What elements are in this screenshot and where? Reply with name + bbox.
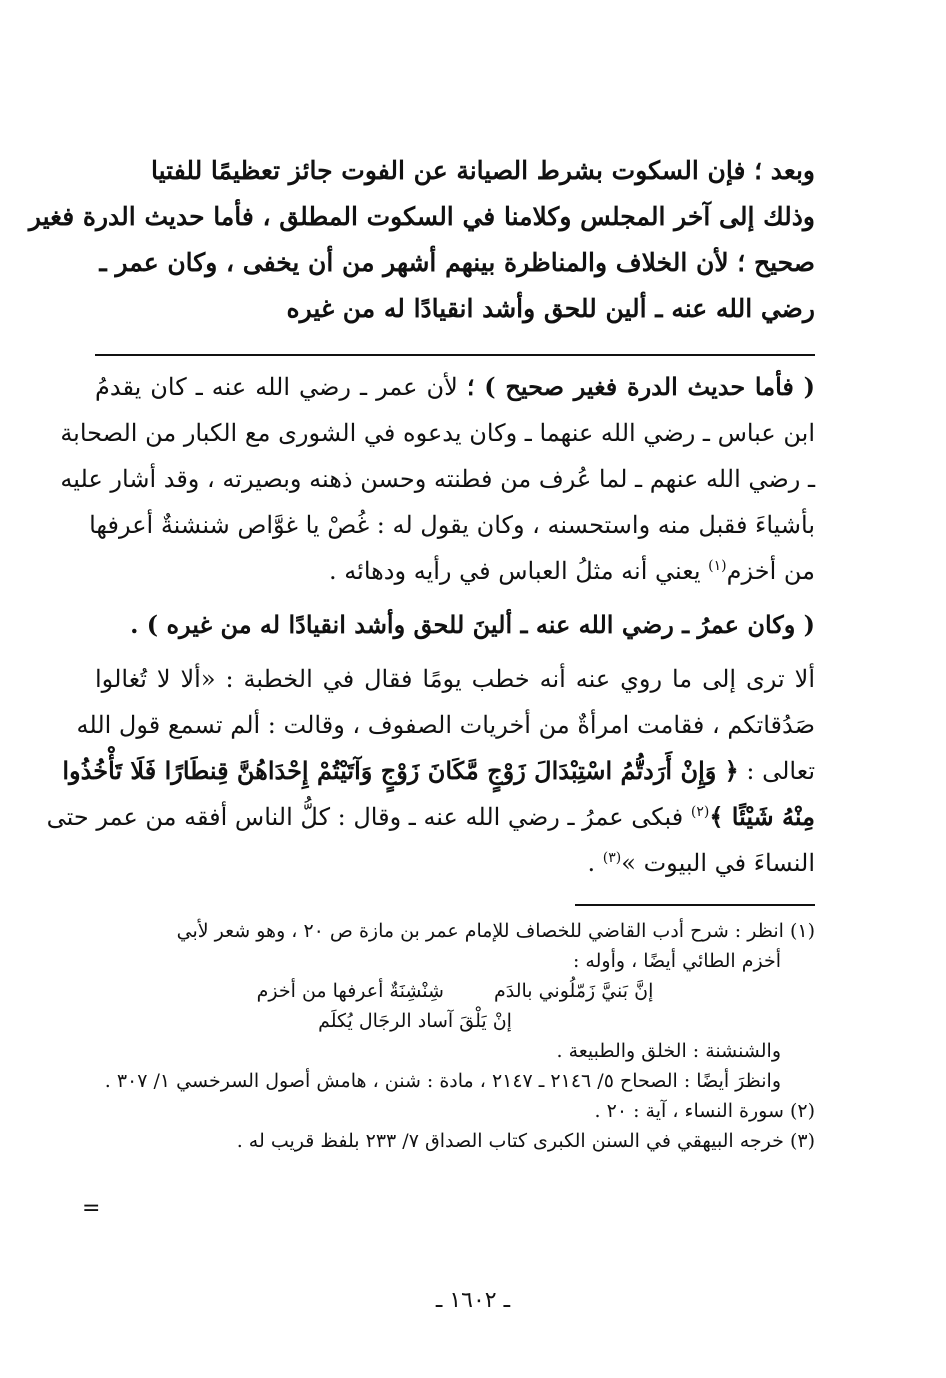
main-text-line: رضي الله عنه ـ ألين للحق وأشد انقيادًا له من غيره [286,294,815,323]
footnotes [95,916,815,1156]
footnote-number: (٣) [789,1130,815,1152]
footnote-number: (١) [789,920,815,942]
footnote-text: وانظرَ أيضًا : الصحاح ٥/ ٢١٤٦ ـ ٢١٤٧ ، مادة : شنن ، هامش أصول السرخسي ١/ ٣٠٧ . [104,1070,781,1092]
main-text-divider [95,354,815,356]
commentary-paragraph [46,656,815,886]
footnote-text: والشنشنة : الخلق والطبيعة . [556,1040,781,1062]
main-text-line: وذلك إلى آخر المجلس وكلامنا في السكوت المطلق ، فأما حديث الدرة فغير [28,202,815,231]
footnote-number: (٢) [789,1100,815,1122]
footnote-text: خرجه البيهقي في السنن الكبرى كتاب الصداق ٧/ ٢٣٣ بلفظ قريب له . [236,1130,784,1152]
poem-hemistich: إنْ يَلْقَ آساد الرجَال يُكلَم [318,1010,512,1032]
commentary-line [95,364,815,410]
commentary-text: فبكى عمرُ ـ رضي الله عنه ـ وقال : كلُّ الناس أفقه من عمر حتى [46,803,684,831]
footnote-1 [95,916,815,946]
commentary-line: ـ رضي الله عنهم ـ لما عُرف من فطنته وحسن ذهنه وبصيرته ، وقد أشار عليه [60,465,815,493]
footnote-marker: (١) [708,558,727,574]
commentary-line [62,748,815,794]
commentary-line: صَدُقاتكم ، فقامت امرأةٌ من أخريات الصفوف ، وقالت : ألم تسمع قول الله [76,711,815,739]
commentary-text: . [587,849,596,877]
footnote-text: أخزم الطائي أيضًا ، وأوله : [572,950,781,972]
poem-hemistich: إنَّ بَنيَّ زَمّلُوني بالدَم [493,980,654,1002]
commentary [46,364,815,886]
commentary-text: يعني أنه مثلُ العباس في رأيه ودهائه . [329,557,701,585]
quoted-phrase: ( وكان عمرُ ـ رضي الله عنه ـ ألينَ للحق وأشد انقيادًا له من غيره ) . [130,610,815,639]
footnote-marker: (٢) [690,804,710,820]
commentary-text: لأن عمر ـ رضي الله عنه ـ كان يقدمُ [95,373,458,401]
main-text-line: وبعد ؛ فإن السكوت بشرط الصيانة عن الفوت جائز تعظيمًا للفتيا [150,156,815,185]
footnote-text: سورة النساء ، آية : ٢٠ . [594,1100,784,1122]
commentary-line [95,840,815,886]
poem-hemistich: شِنْشِنَةٌ أعرفها من أخزم [256,980,444,1002]
commentary-text: النساءَ في البيوت » [621,849,815,877]
commentary-line: ابن عباس ـ رضي الله عنهما ـ وكان يدعوه في الشورى مع الكبار من الصحابة [60,419,815,447]
footnotes-divider [575,904,815,906]
continuation-mark: = [82,1196,101,1221]
page-number: ـ ١٦٠٢ ـ [435,1288,511,1313]
footnote-2 [95,1096,815,1126]
commentary-line: بأشياءَ فقبل منه واستحسنه ، وكان يقول له : غُصْ يا غوَّاص شنشنةٌ أعرفها [89,511,815,539]
commentary-line [46,794,815,840]
footnote-3 [95,1126,815,1156]
commentary-paragraph [60,364,815,594]
commentary-line [95,548,815,594]
footnote-marker: (٣) [602,850,622,866]
commentary-line: ألا ترى إلى ما روي عنه أنه خطب يومًا فقال في الخطبة : «ألا لا تُغالوا [95,665,815,693]
commentary-text: من أخزم [726,557,815,585]
quoted-phrase: ( فأما حديث الدرة فغير صحيح ) ؛ [466,372,815,401]
commentary-paragraph [95,602,815,648]
quran-verse: ﴿ وَإِنْ أَرَدتُّمُ اسْتِبْدَالَ زَوْجٍ مَّكَانَ زَوْجٍ وَآتَيْتُمْ إِحْدَاهُنَّ قِنطَارًا فَلَا تَأْخُذُوا [62,756,739,785]
quran-verse: مِنْهُ شَيْئًا ﴾ [709,802,815,831]
main-text-line: صحيح ؛ لأن الخلاف والمناظرة بينهم أشهر من أن يخفى ، وكان عمر ـ [99,248,815,277]
footnote-text: انظر : شرح أدب القاضي للخصاف للإمام عمر بن مازة ص ٢٠ ، وهو شعر لأبي [176,920,784,942]
poem-verse [95,976,815,1006]
page-body [28,148,815,1156]
main-text [28,148,815,332]
commentary-text: تعالى : [746,757,815,785]
